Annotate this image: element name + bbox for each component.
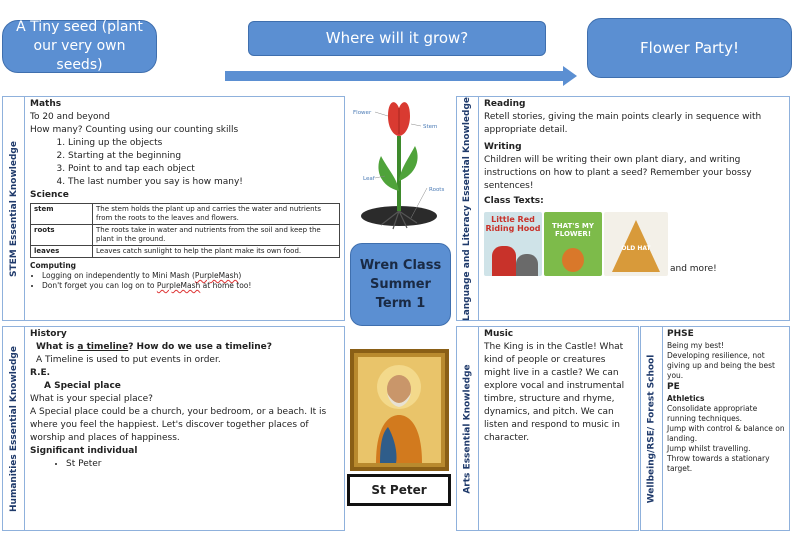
wellbeing-panel xyxy=(640,326,790,531)
list-item: • Logging on independently to Mini Mash (PurpleMash) xyxy=(42,271,340,281)
arts-side-label: Arts Essential Knowledge xyxy=(457,327,479,530)
leaf-left-icon xyxy=(378,156,399,191)
individual-heading: Significant individual xyxy=(30,446,138,456)
music-heading: Music xyxy=(484,329,514,339)
special-place-text: A Special place could be a church, your bedroom, or a beach. It is where you feel the happiest. Let's discover together places of worship and places of happiness. xyxy=(30,407,327,443)
table-cell: The roots take in water and nutrients from the soil and keep the plant in the ground. xyxy=(93,225,340,246)
athletics-line: Throw towards a stationary target. xyxy=(667,454,770,473)
progress-arrow-head xyxy=(563,66,577,86)
music-text: The King is in the Castle! What kind of people or creatures might live in a castle? We can explore vocal and instrumental timbre, structure and rhyme, dynamics, and pitch. We can listen and respond to music in character. xyxy=(484,342,625,443)
science-heading: Science xyxy=(30,190,69,200)
list-item: 4. The last number you say is how many! xyxy=(68,176,340,189)
leaf-label: Leaf xyxy=(363,176,375,182)
st-peter-caption-box xyxy=(347,474,451,506)
table-row xyxy=(31,246,340,258)
class-texts-heading: Class Texts: xyxy=(484,196,544,206)
timeline-answer: A Timeline is used to put events in order. xyxy=(36,355,221,365)
reading-heading: Reading xyxy=(484,99,526,109)
computing-list xyxy=(30,271,340,291)
table-row xyxy=(31,204,340,225)
term-season: Summer xyxy=(370,277,431,292)
athletics-heading: Athletics xyxy=(667,394,705,403)
book-cover-red-riding-hood: Little Red Riding Hood xyxy=(484,212,542,276)
book-cover-thats-my-flower: THAT'S MY FLOWER! xyxy=(544,212,602,276)
athletics-line: Jump with control & balance on landing. xyxy=(667,424,785,443)
table-cell: leaves xyxy=(31,246,93,258)
table-cell: roots xyxy=(31,225,93,246)
list-item: 2. Starting at the beginning xyxy=(68,150,340,163)
table-cell: Leaves catch sunlight to help the plant make its own food. xyxy=(93,246,340,258)
st-peter-caption: St Peter xyxy=(371,483,427,497)
timeline-question: What is a timeline? How do we use a timeline? xyxy=(36,342,272,352)
special-place-heading: A Special place xyxy=(44,381,121,391)
plant-diagram xyxy=(345,96,455,236)
question-box xyxy=(248,21,546,56)
progress-arrow-shaft xyxy=(225,71,565,81)
book-cover-old-hat: OLD HAT xyxy=(604,212,668,276)
topic-title-box xyxy=(2,20,157,73)
reading-text: Retell stories, giving the main points clearly in sequence with appropriate detail. xyxy=(484,112,762,135)
individual-list xyxy=(30,458,340,471)
phse-line-2: Developing resilience, not giving up and being the best you. xyxy=(667,351,775,380)
topic-title: A Tiny seed (plant our very own seeds) xyxy=(16,19,143,73)
book-covers xyxy=(484,212,785,276)
class-term-box xyxy=(350,243,451,326)
science-table xyxy=(30,203,340,258)
re-heading: R.E. xyxy=(30,368,51,378)
humanities-panel xyxy=(2,326,345,531)
list-item: • Don't forget you can log on to PurpleMash at home too! xyxy=(42,281,340,291)
list-item: 3. Point to and tap each object xyxy=(68,163,340,176)
history-heading: History xyxy=(30,329,67,339)
stem-side-label: STEM Essential Knowledge xyxy=(3,97,25,320)
computing-heading: Computing xyxy=(30,261,77,270)
wellbeing-side-label: Wellbeing/RSE/ Forest School xyxy=(641,327,663,530)
term-number: Term 1 xyxy=(375,296,426,311)
st-peter-image xyxy=(350,349,449,471)
humanities-side-label: Humanities Essential Knowledge xyxy=(3,327,25,530)
literacy-panel xyxy=(456,96,790,321)
table-cell: The stem holds the plant up and carries the water and nutrients from the roots to the leaves and flowers. xyxy=(93,204,340,225)
maths-line-2: How many? Counting using our counting skills xyxy=(30,125,239,135)
maths-heading: Maths xyxy=(30,99,62,109)
table-row xyxy=(31,225,340,246)
list-item: • St Peter xyxy=(66,458,340,471)
roots-label: Roots xyxy=(429,187,445,193)
event-title: Flower Party! xyxy=(640,38,739,57)
leaf-right-icon xyxy=(399,146,418,181)
athletics-line: Jump whilst travelling. xyxy=(667,444,751,453)
maths-line-1: To 20 and beyond xyxy=(30,112,110,122)
event-box xyxy=(587,18,792,78)
phse-line-1: Being my best! xyxy=(667,341,725,350)
stem-panel xyxy=(2,96,345,321)
writing-text: Children will be writing their own plant diary, and writing instructions on how to plant a seed? Remember your bossy sentences! xyxy=(484,155,752,191)
and-more-text: and more! xyxy=(670,264,717,274)
class-name: Wren Class xyxy=(359,258,442,273)
flower-label: Flower xyxy=(353,110,372,116)
maths-steps xyxy=(30,137,340,189)
stem-label: Stem xyxy=(423,124,438,130)
literacy-side-label: Language and Literacy Essential Knowledge xyxy=(457,97,479,320)
question-title: Where will it grow? xyxy=(325,29,469,47)
arts-panel xyxy=(456,326,639,531)
pe-heading: PE xyxy=(667,382,680,392)
phse-heading: PHSE xyxy=(667,329,694,339)
table-cell: stem xyxy=(31,204,93,225)
writing-heading: Writing xyxy=(484,142,522,152)
list-item: 1. Lining up the objects xyxy=(68,137,340,150)
athletics-line: Consolidate appropriate running techniques. xyxy=(667,404,758,423)
special-place-question: What is your special place? xyxy=(30,394,153,404)
